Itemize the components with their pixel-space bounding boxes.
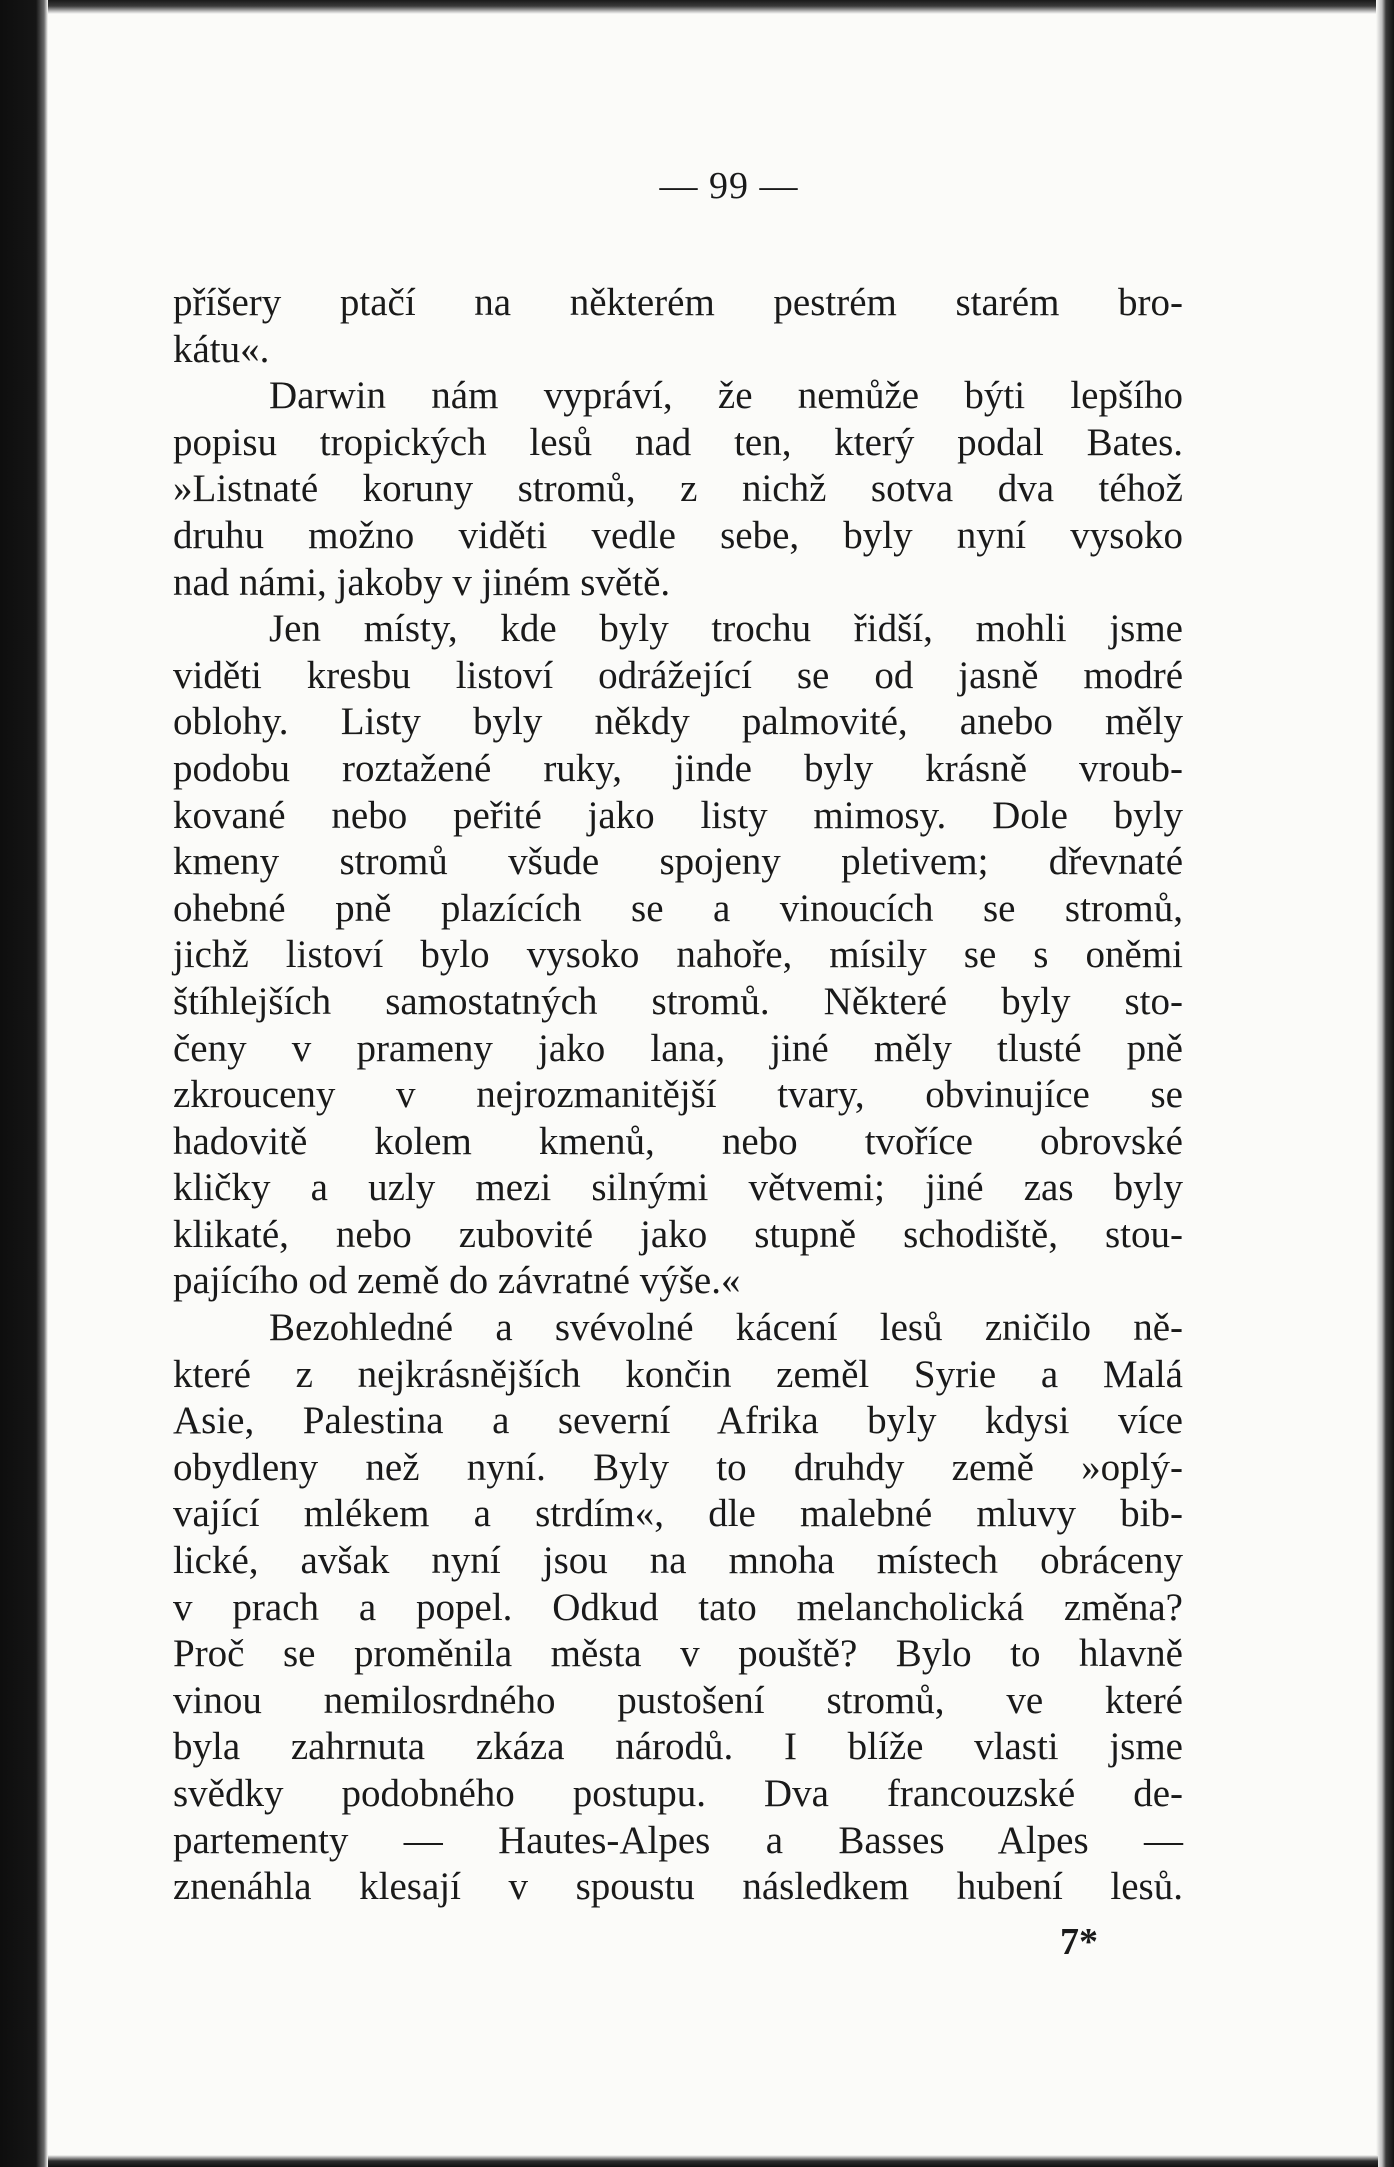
- signature-mark: 7*: [1060, 1921, 1098, 1963]
- text-line: v prach a popel. Odkud tato melancholická změna?: [173, 1585, 1183, 1629]
- text-line: kličky a uzly mezi silnými větvemi; jiné zas byly: [173, 1166, 1183, 1210]
- text-line: partementy — Hautes-Alpes a Basses Alpes —: [173, 1818, 1183, 1862]
- text-line: Proč se proměnila města v pouště? Bylo to hlavně: [173, 1632, 1183, 1676]
- text-line: čeny v prameny jako lana, jiné měly tlusté pně: [173, 1026, 1183, 1070]
- text-line: které z nejkrásnějších končin zeměl Syrie a Malá: [173, 1352, 1183, 1396]
- text-line: jichž listoví bylo vysoko nahoře, mísily se s oněmi: [173, 933, 1183, 977]
- text-line: byla zahrnuta zkáza národů. I blíže vlasti jsme: [173, 1725, 1183, 1769]
- text-line: štíhlejších samostatných stromů. Některé byly sto-: [173, 979, 1183, 1023]
- text-line: kátu«.: [173, 327, 270, 371]
- text-line: lické, avšak nyní jsou na mnoha místech obráceny: [173, 1539, 1183, 1583]
- text-line: ohebné pně plazících se a vinoucích se stromů,: [173, 886, 1183, 930]
- text-line: znenáhla klesají v spoustu následkem hubení lesů.: [173, 1865, 1183, 1909]
- text-line: popisu tropických lesů nad ten, který podal Bates.: [173, 420, 1183, 464]
- text-line: zkrouceny v nejrozmanitější tvary, obvinujíce se: [173, 1073, 1183, 1117]
- text-line: hadovitě kolem kmenů, nebo tvoříce obrovské: [173, 1119, 1183, 1163]
- page-number: — 99 —: [659, 165, 799, 207]
- scan-bottom-border: [48, 2155, 1378, 2167]
- text-line: viděti kresbu listoví odrážející se od jasně modré: [173, 653, 1183, 697]
- text-line: svědky podobného postupu. Dva francouzské de-: [173, 1772, 1183, 1815]
- scan-top-border: [48, 0, 1378, 14]
- text-line: Jen místy, kde byly trochu řidší, mohli jsme: [269, 607, 1183, 651]
- text-line: nad námi, jakoby v jiném světě.: [173, 560, 671, 604]
- text-line: druhu možno viděti vedle sebe, byly nyní vysoko: [173, 513, 1183, 557]
- text-line: pajícího od země do závratné výše.«: [173, 1259, 741, 1303]
- text-line: kmeny stromů všude spojeny pletivem; dřevnaté: [173, 840, 1183, 884]
- scan-right-border: [1376, 0, 1394, 2167]
- text-line: obydleny než nyní. Byly to druhdy země »oplý-: [173, 1445, 1183, 1489]
- text-line: podobu roztažené ruky, jinde byly krásně vroub-: [173, 746, 1183, 790]
- text-line: »Listnaté koruny stromů, z nichž sotva dva téhož: [173, 467, 1183, 511]
- text-line: vající mlékem a strdím«, dle malebné mluvy bib-: [173, 1492, 1183, 1536]
- text-line: Darwin nám vypráví, že nemůže býti lepšího: [269, 374, 1183, 418]
- text-line: vinou nemilosrdného pustošení stromů, ve které: [173, 1678, 1183, 1722]
- text-line: Bezohledné a svévolné kácení lesů zničilo ně-: [269, 1306, 1183, 1350]
- text-line: Asie, Palestina a severní Afrika byly kdysi více: [173, 1399, 1183, 1443]
- text-line: klikaté, nebo zubovité jako stupně schodiště, stou-: [173, 1212, 1183, 1256]
- text-line: oblohy. Listy byly někdy palmovité, anebo měly: [173, 700, 1183, 744]
- text-line: příšery ptačí na některém pestrém starém bro-: [173, 281, 1183, 324]
- text-line: kované nebo peřité jako listy mimosy. Dole byly: [173, 793, 1183, 837]
- scan-left-border: [0, 0, 48, 2167]
- body-text: [173, 280, 1183, 1911]
